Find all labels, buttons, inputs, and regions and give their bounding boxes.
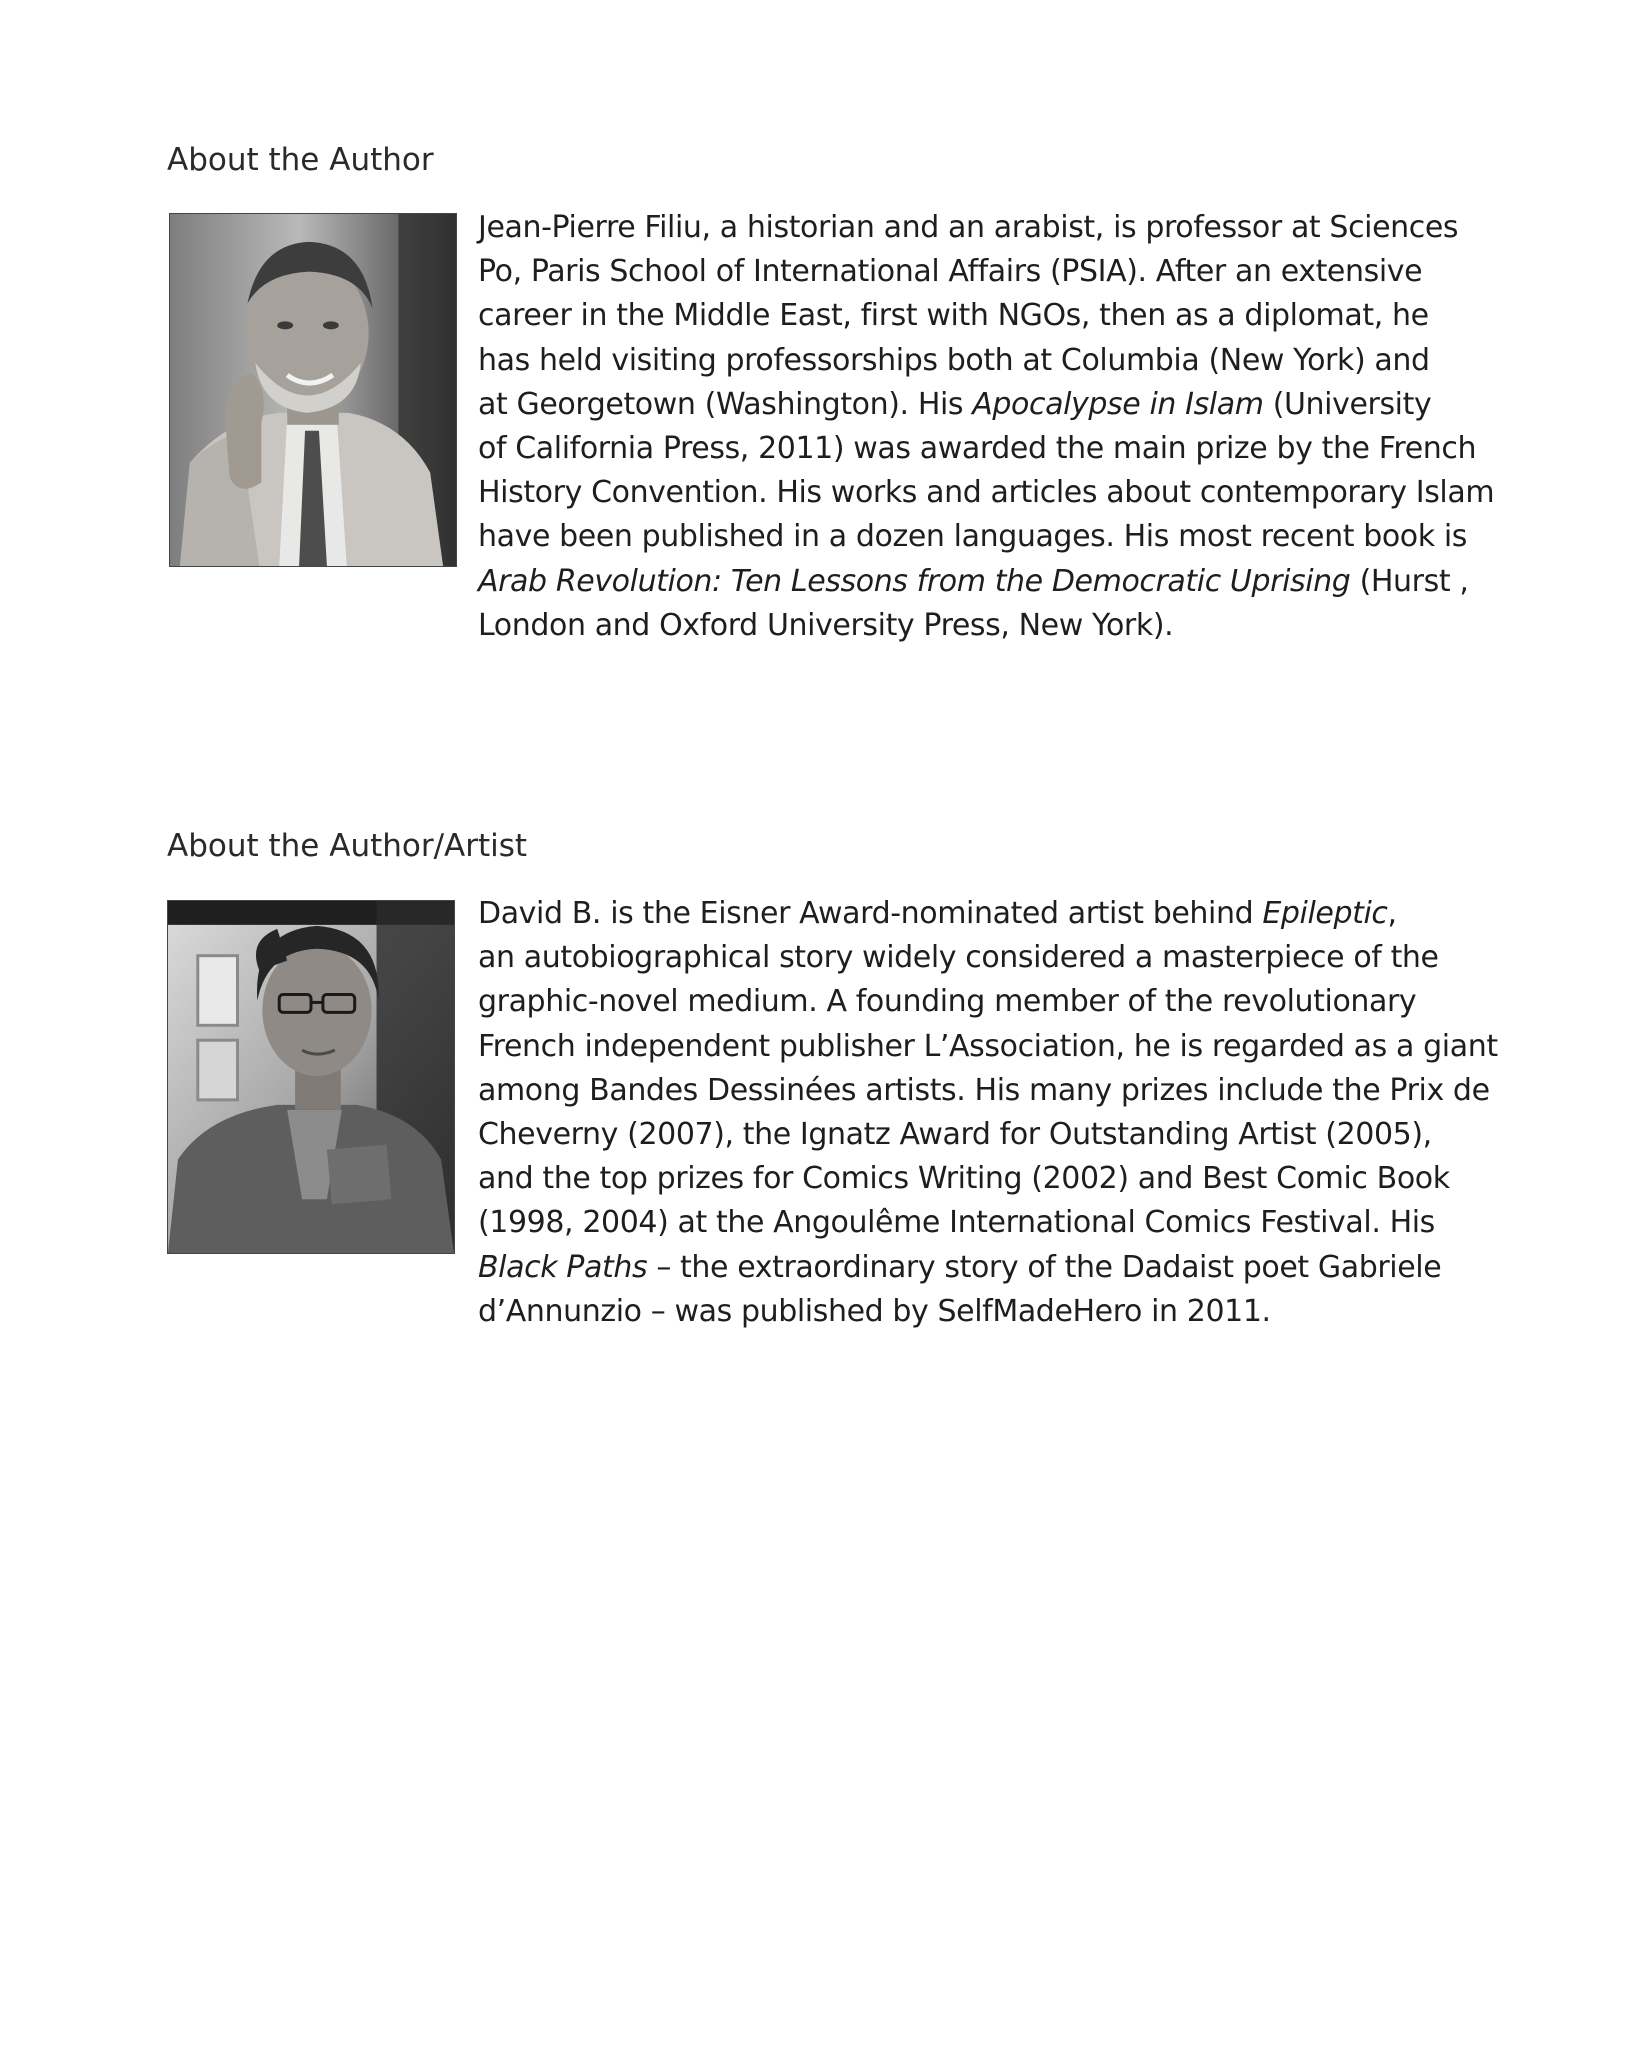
artist-portrait-photo [167,900,455,1254]
bio-line [478,1246,1518,1290]
bio-line [478,1290,1518,1334]
author-portrait-photo [169,213,457,567]
bio-text-run: Po, Paris School of International Affairs (PSIA). After an extensive [478,254,1423,290]
bio-line [478,294,1518,338]
bio-line [478,560,1518,604]
bio-line [478,250,1518,294]
bio-line [478,892,1518,936]
bio-text-run: of California Press, 2011) was awarded the main prize by the French [478,431,1477,467]
bio-text-run: Jean-Pierre Filiu, a historian and an arabist, is professor at Sciences [478,210,1459,245]
bio-text-run: London and Oxford University Press, New York). [478,607,1174,643]
bio-line [478,1025,1518,1069]
bio-line [478,383,1518,427]
bio-text-run: career in the Middle East, first with NGOs, then as a diplomat, he [478,298,1429,334]
artist-heading: About the Author/Artist [167,828,528,864]
artist-bio [478,892,1518,1334]
bio-line [478,980,1518,1024]
bio-text-run: has held visiting professorships both at Columbia (New York) and [478,342,1430,378]
bio-line [478,1069,1518,1113]
bio-text-run: – the extraordinary story of the Dadaist poet Gabriele [647,1249,1442,1285]
bio-text-run: graphic-novel medium. A founding member of the revolutionary [478,984,1417,1020]
bio-text-run: at Georgetown (Washington). His [478,386,973,422]
bio-text-run: among Bandes Dessinées artists. His many prizes include the Prix de [478,1072,1490,1108]
bio-line [478,515,1518,559]
bio-line [478,339,1518,383]
bio-line [478,1157,1518,1201]
book-title: Black Paths [478,1249,648,1285]
bio-text-run: and the top prizes for Comics Writing (2002) and Best Comic Book [478,1161,1450,1197]
bio-text-run: (Hurst , [1350,563,1469,599]
author-heading: About the Author [167,142,434,178]
bio-text-run: (1998, 2004) at the Angoulême International Comics Festival. His [478,1205,1435,1241]
bio-text-run: d’Annunzio – was published by SelfMadeHero in 2011. [478,1293,1271,1329]
bio-text-run: , [1387,896,1397,931]
bio-line [478,206,1518,250]
bio-text-run: Cheverny (2007), the Ignatz Award for Outstanding Artist (2005), [478,1117,1432,1153]
book-title: Epileptic [1262,896,1388,931]
bio-line [478,471,1518,515]
author-bio [478,206,1518,648]
bio-text-run: an autobiographical story widely considered a masterpiece of the [478,940,1439,976]
bio-line [478,427,1518,471]
book-title: Arab Revolution: Ten Lessons from the Democratic Uprising [478,563,1351,599]
bio-text-run: History Convention. His works and articles about contemporary Islam [478,475,1495,511]
bio-line [478,604,1518,648]
bio-text-run: (University [1263,386,1432,422]
bio-text-run: French independent publisher L’Association, he is regarded as a giant [478,1028,1498,1064]
book-title: Apocalypse in Islam [972,386,1264,422]
bio-text-run: David B. is the Eisner Award-nominated artist behind [478,896,1263,931]
bio-text-run: have been published in a dozen languages. His most recent book is [478,519,1468,555]
bio-line [478,1113,1518,1157]
bio-line [478,936,1518,980]
bio-line [478,1201,1518,1245]
